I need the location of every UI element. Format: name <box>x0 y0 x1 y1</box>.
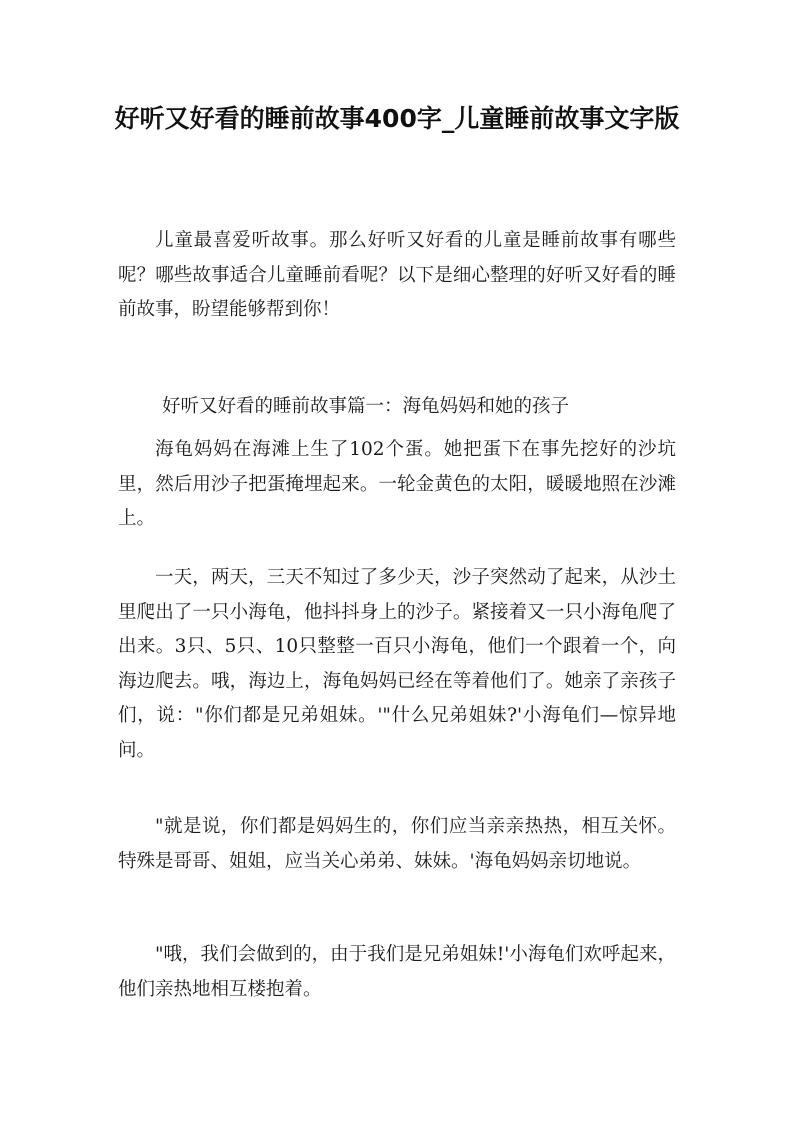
story-paragraph: 海龟妈妈在海滩上生了102个蛋。她把蛋下在事先挖好的沙坑里，然后用沙子把蛋掩埋起来。一轮金黄色的太阳，暖暖地照在沙滩上。 <box>118 439 676 529</box>
story-paragraph: 一天，两天，三天不知过了多少天，沙子突然动了起来，从沙土里爬出了一只小海龟，他抖抖身上的沙子。紧接着又一只小海龟爬了出来。3只、5只、10只整整一百只小海龟，他们一个跟着一个，向海边爬去。哦，海边上，海龟妈妈已经在等着他们了。她亲了亲孩子们，说："你们都是兄弟姐妹。'"什么兄弟姐妹?'小海龟们—惊异地问。 <box>118 567 676 761</box>
intro-paragraph: 儿童最喜爱听故事。那么好听又好看的儿童是睡前故事有哪些呢？哪些故事适合儿童睡前看呢？以下是细心整理的好听又好看的睡前故事，盼望能够帮到你！ <box>118 230 676 320</box>
story-paragraph: "就是说，你们都是妈妈生的，你们应当亲亲热热，相互关怀。特殊是哥哥、姐姐，应当关心弟弟、妹妹。'海龟妈妈亲切地说。 <box>118 816 676 872</box>
document-title: 好听又好看的睡前故事400字_儿童睡前故事文字版 <box>114 104 680 133</box>
story-paragraph: "哦，我们会做到的，由于我们是兄弟姐妹!'小海龟们欢呼起来，他们亲热地相互楼抱着。 <box>118 944 676 1000</box>
section-heading: 好听又好看的睡前故事篇一：海龟妈妈和她的孩子 <box>162 396 570 417</box>
